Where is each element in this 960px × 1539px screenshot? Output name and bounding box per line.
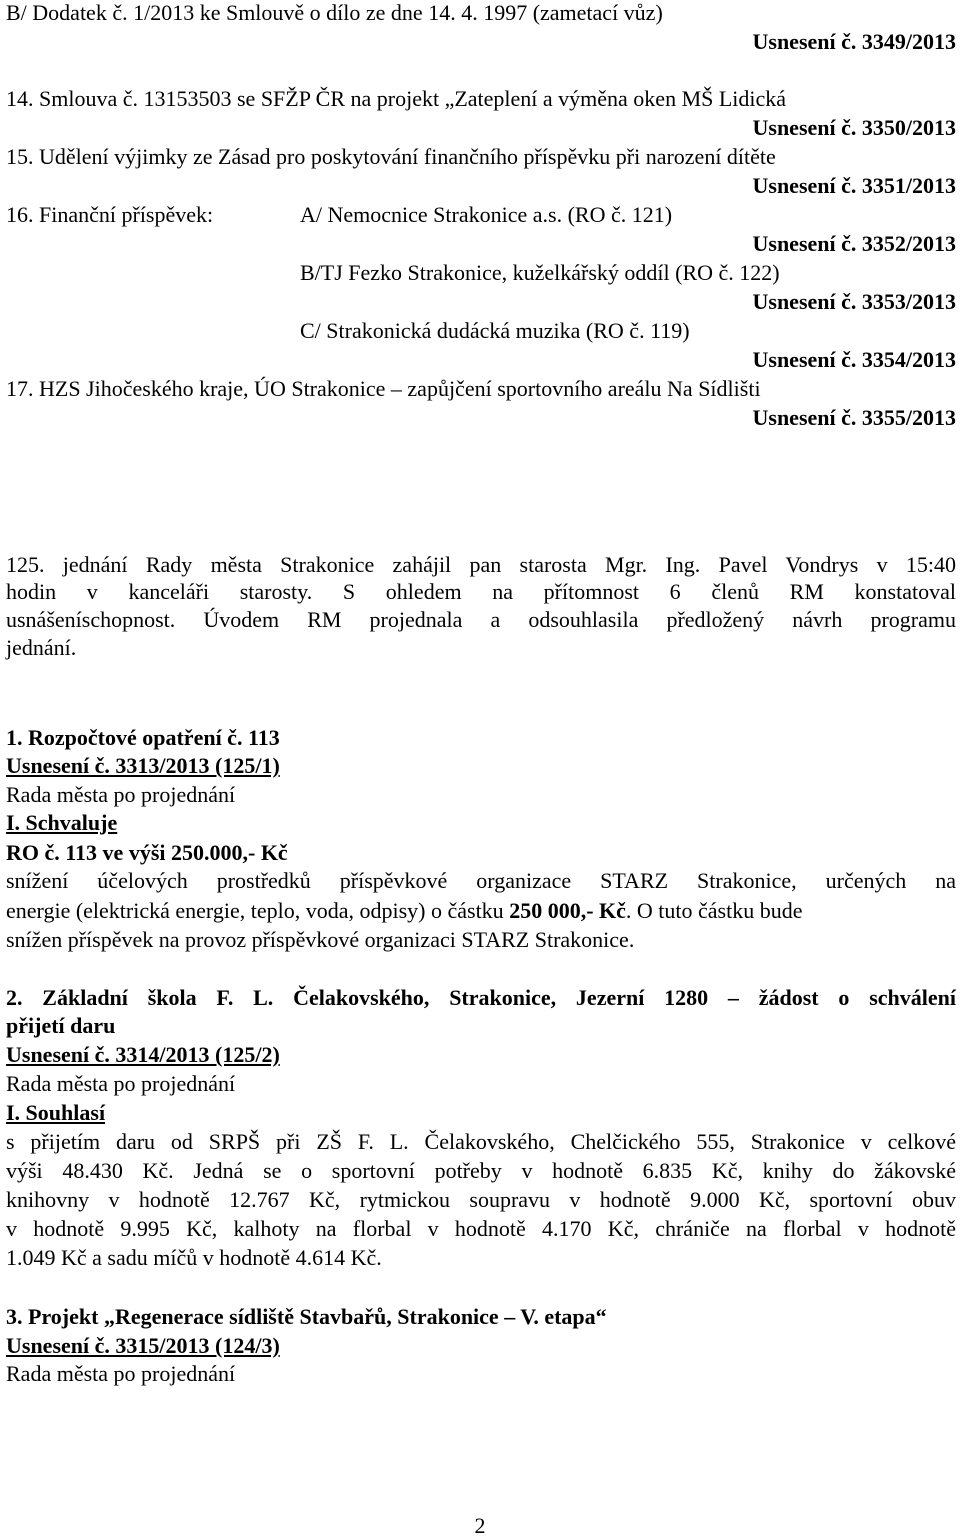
section-2-resolution: [6, 1040, 956, 1069]
resolution-3351: Usnesení č. 3351/2013: [752, 173, 956, 198]
resolution-3355: Usnesení č. 3355/2013: [752, 405, 956, 430]
agenda-item-b-dodatek: B/ Dodatek č. 1/2013 ke Smlouvě o dílo ze dne 14. 4. 1997 (zametací vůz): [6, 0, 663, 25]
section-2-text-4: v hodnotě 9.995 Kč, kalhoty na florbal v hodnotě 4.170 Kč, chrániče na florbal v hodnotě: [6, 1216, 956, 1241]
intro-line-3: usnášeníschopnost. Úvodem RM projednala a odsouhlasila předložený návrh programu: [6, 607, 956, 632]
agenda-item-16-c: C/ Strakonická dudácká muzika (RO č. 119): [300, 318, 690, 343]
agenda-item-14: 14. Smlouva č. 13153503 se SFŽP ČR na projekt „Zateplení a výměna oken MŠ Lidická: [6, 86, 787, 111]
section-2-text-5: 1.049 Kč a sadu míčů v hodnotě 4.614 Kč.: [6, 1245, 382, 1270]
section-2-text-2: výši 48.430 Kč. Jedná se o sportovní potřeby v hodnotě 6.835 Kč, knihy do žákovské: [6, 1158, 956, 1183]
agenda-item-15: 15. Udělení výjimky ze Zásad pro poskytování finančního příspěvku při narození dítěte: [6, 144, 776, 169]
section-1-text-3: snížen příspěvek na provoz příspěvkové organizaci STARZ Strakonice.: [6, 927, 635, 952]
intro-line-2: hodin v kanceláři starosty. S ohledem na přítomnost 6 členů RM konstatoval: [6, 579, 956, 604]
resolution-3354: Usnesení č. 3354/2013: [752, 347, 956, 372]
section-3-resolution-text: Usnesení č. 3315/2013 (124/3): [6, 1333, 280, 1358]
section-1-text-1: snížení účelových prostředků příspěvkové organizace STARZ Strakonice, určených na: [6, 868, 956, 893]
section-1-ro: RO č. 113 ve výši 250.000,- Kč: [6, 840, 288, 865]
section-1-title: 1. Rozpočtové opatření č. 113: [6, 725, 280, 750]
resolution-3352: Usnesení č. 3352/2013: [752, 231, 956, 256]
section-3-council: Rada města po projednání: [6, 1361, 236, 1386]
resolution-3353: Usnesení č. 3353/2013: [752, 289, 956, 314]
section-1-council: Rada města po projednání: [6, 782, 236, 807]
section-1-text-2-post: . O tuto částku bude: [625, 898, 803, 923]
section-1-decision: I. Schvaluje: [6, 810, 118, 835]
section-1-resolution-text: Usnesení č. 3313/2013 (125/1): [6, 753, 280, 778]
resolution-3350: Usnesení č. 3350/2013: [752, 115, 956, 140]
agenda-item-16-label: 16. Finanční příspěvek:: [6, 202, 214, 227]
intro-line-4: jednání.: [6, 635, 77, 660]
page-number: 2: [474, 1513, 486, 1538]
section-1-text-2: [6, 896, 956, 925]
section-1-resolution: [6, 751, 956, 780]
section-3-title: 3. Projekt „Regenerace sídliště Stavbařů, Strakonice – V. etapa“: [6, 1304, 607, 1329]
section-1-amount: 250 000,- Kč: [509, 898, 626, 923]
agenda-item-16-b: B/TJ Fezko Strakonice, kuželkářský oddíl (RO č. 122): [300, 260, 780, 285]
section-2-council: Rada města po projednání: [6, 1071, 236, 1096]
section-2-title-1: 2. Základní škola F. L. Čelakovského, Strakonice, Jezerní 1280 – žádost o schválení: [6, 985, 956, 1010]
section-2-decision: I. Souhlasí: [6, 1100, 106, 1125]
section-1-text-2-pre: energie (elektrická energie, teplo, voda, odpisy) o částku: [6, 898, 510, 923]
intro-line-1: 125. jednání Rady města Strakonice zahájil pan starosta Mgr. Ing. Pavel Vondrys v 15:40: [6, 552, 956, 577]
section-3-resolution: [6, 1331, 956, 1360]
section-2-text-1: s přijetím daru od SRPŠ při ZŠ F. L. Čelakovského, Chelčického 555, Strakonice v celkové: [6, 1129, 956, 1154]
agenda-item-16-a: A/ Nemocnice Strakonice a.s. (RO č. 121): [300, 202, 673, 227]
section-2-text-3: knihovny v hodnotě 12.767 Kč, rytmickou soupravu v hodnotě 9.000 Kč, sportovní obuv: [6, 1187, 956, 1212]
section-2-resolution-text: Usnesení č. 3314/2013 (125/2): [6, 1042, 280, 1067]
section-2-title-2: přijetí daru: [6, 1013, 116, 1038]
agenda-item-17: 17. HZS Jihočeského kraje, ÚO Strakonice – zapůjčení sportovního areálu Na Sídlišti: [6, 376, 761, 401]
resolution-3349: Usnesení č. 3349/2013: [752, 29, 956, 54]
